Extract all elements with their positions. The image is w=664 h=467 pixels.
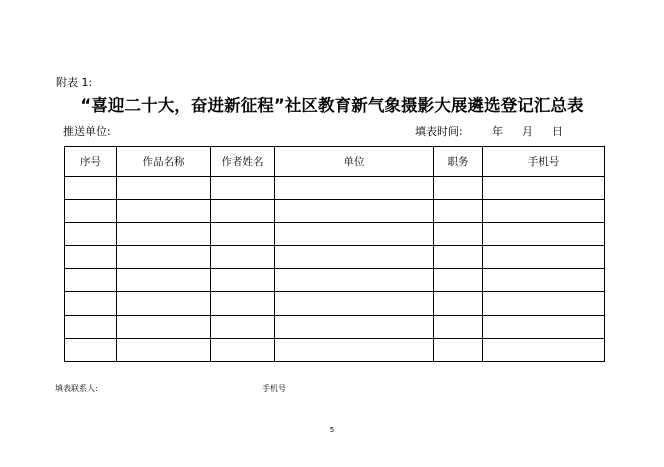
table-cell[interactable] [483, 292, 605, 315]
table-cell[interactable] [275, 315, 434, 338]
table-cell[interactable] [211, 223, 275, 246]
table-cell[interactable] [483, 315, 605, 338]
page-number: 5 [329, 426, 335, 434]
table-row [65, 269, 605, 292]
table-cell[interactable] [275, 338, 434, 361]
table-row [65, 338, 605, 361]
fill-date [415, 123, 563, 139]
table-cell[interactable] [65, 177, 117, 200]
column-header-unit: 单位 [275, 147, 434, 177]
table-cell[interactable] [65, 246, 117, 269]
table-cell[interactable] [65, 315, 117, 338]
table-cell[interactable] [65, 292, 117, 315]
table-cell[interactable] [65, 200, 117, 223]
submitting-unit-label: 推送单位: [63, 125, 111, 138]
column-header-phone: 手机号 [483, 147, 605, 177]
table-row [65, 200, 605, 223]
table-cell[interactable] [117, 200, 211, 223]
table-cell[interactable] [211, 177, 275, 200]
table-cell[interactable] [275, 292, 434, 315]
page-title: “喜迎二十大，奋进新征程”社区教育新气象摄影大展遴选登记汇总表 [80, 96, 584, 115]
table-cell[interactable] [211, 269, 275, 292]
table-row [65, 292, 605, 315]
fill-date-month: 月 [522, 125, 533, 138]
table-cell[interactable] [434, 269, 483, 292]
table-cell[interactable] [117, 246, 211, 269]
table-cell[interactable] [434, 177, 483, 200]
table-row [65, 223, 605, 246]
table-cell[interactable] [65, 269, 117, 292]
table-cell[interactable] [434, 246, 483, 269]
table-cell[interactable] [211, 246, 275, 269]
table-cell[interactable] [483, 177, 605, 200]
table-cell[interactable] [211, 200, 275, 223]
footer-phone-label: 手机号 [262, 384, 286, 393]
table-cell[interactable] [483, 246, 605, 269]
table-cell[interactable] [434, 223, 483, 246]
table-cell[interactable] [211, 292, 275, 315]
table-cell[interactable] [117, 315, 211, 338]
table-cell[interactable] [117, 223, 211, 246]
table-cell[interactable] [117, 292, 211, 315]
table-cell[interactable] [434, 315, 483, 338]
column-header-position: 职务 [434, 147, 483, 177]
column-header-work-title: 作品名称 [117, 147, 211, 177]
table-cell[interactable] [275, 223, 434, 246]
table-cell[interactable] [275, 200, 434, 223]
table-cell[interactable] [434, 338, 483, 361]
table-cell[interactable] [275, 246, 434, 269]
table-row [65, 177, 605, 200]
table-cell[interactable] [483, 338, 605, 361]
table-row [65, 315, 605, 338]
table-row [65, 246, 605, 269]
contact-person-label: 填表联系人: [55, 384, 98, 393]
table-cell[interactable] [275, 177, 434, 200]
table-cell[interactable] [483, 200, 605, 223]
fill-date-year: 年 [492, 125, 503, 138]
fill-date-label: 填表时间: [415, 125, 463, 138]
table-cell[interactable] [117, 177, 211, 200]
table-cell[interactable] [211, 315, 275, 338]
attachment-label: 附表 1: [56, 76, 93, 89]
column-header-serial: 序号 [65, 147, 117, 177]
fill-date-day: 日 [552, 125, 563, 138]
table-cell[interactable] [434, 292, 483, 315]
table-cell[interactable] [275, 269, 434, 292]
table-cell[interactable] [483, 223, 605, 246]
table-cell[interactable] [65, 338, 117, 361]
table-cell[interactable] [117, 338, 211, 361]
table-header-row [65, 147, 605, 177]
table-cell[interactable] [117, 269, 211, 292]
table-cell[interactable] [434, 200, 483, 223]
column-header-author-name: 作者姓名 [211, 147, 275, 177]
table-cell[interactable] [483, 269, 605, 292]
table-cell[interactable] [65, 223, 117, 246]
registration-table [64, 146, 605, 362]
table-cell[interactable] [211, 338, 275, 361]
